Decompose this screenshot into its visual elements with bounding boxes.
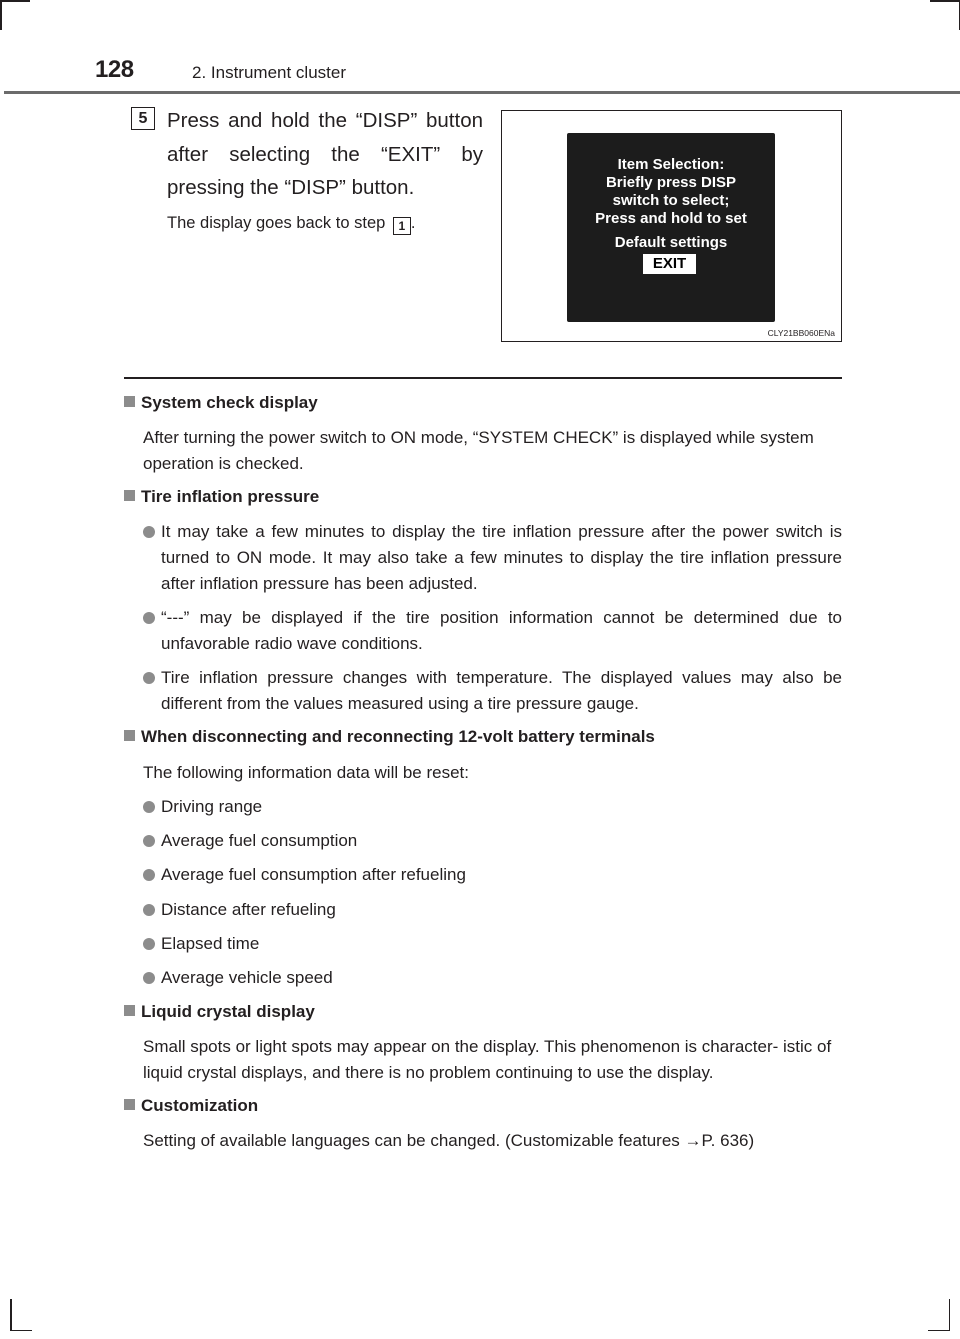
note-heading-text: When disconnecting and reconnecting 12-volt battery terminals xyxy=(141,727,655,746)
screen-line: Item Selection: xyxy=(617,156,725,173)
square-bullet-icon xyxy=(124,1005,135,1016)
list-item xyxy=(143,828,842,854)
round-bullet-icon xyxy=(143,835,155,847)
list-item-text: Average vehicle speed xyxy=(161,968,333,987)
note-heading-battery xyxy=(124,727,655,747)
step-note-text: The display goes back to step xyxy=(167,214,386,232)
note-heading-text: Customization xyxy=(141,1096,259,1115)
square-bullet-icon xyxy=(124,1099,135,1110)
note-heading-text: Liquid crystal display xyxy=(141,1002,315,1021)
list-item-text: Average fuel consumption xyxy=(161,831,358,850)
crop-mark xyxy=(928,1330,950,1332)
page-header xyxy=(0,0,960,96)
round-bullet-icon xyxy=(143,904,155,916)
round-bullet-icon xyxy=(143,972,155,984)
note-text-customization: Setting of available languages can be changed. (Customizable features →P. 636) xyxy=(143,1131,755,1150)
note-heading-text: System check display xyxy=(141,393,318,412)
header-divider xyxy=(4,91,960,94)
square-bullet-icon xyxy=(124,490,135,501)
round-bullet-icon xyxy=(143,672,155,684)
square-bullet-icon xyxy=(124,396,135,407)
square-bullet-icon xyxy=(124,730,135,741)
crop-mark xyxy=(949,1299,951,1331)
instrument-display-screen xyxy=(567,133,775,322)
list-item xyxy=(143,931,842,957)
screen-line: Briefly press DISP xyxy=(605,174,737,191)
list-item-text: Driving range xyxy=(161,797,263,816)
note-heading-text: Tire inflation pressure xyxy=(141,487,320,506)
note-text-lcd: Small spots or light spots may appear on the display. This phenomenon is character- istic of liquid crystal displays, and there is no problem continuing to use the display. xyxy=(143,1037,832,1082)
note-heading-system-check xyxy=(124,393,318,413)
list-item xyxy=(143,665,842,717)
list-item-text: It may take a few minutes to display the tire inflation pressure after the power switch is turned to ON mode. It may also take a few minutes to display the tire inflation pressure after inflation pressure has been adjusted. xyxy=(161,522,842,593)
list-item-text: Distance after refueling xyxy=(161,900,336,919)
round-bullet-icon xyxy=(143,612,155,624)
list-item xyxy=(143,862,842,888)
round-bullet-icon xyxy=(143,938,155,950)
note-heading-tire-inflation xyxy=(124,487,319,507)
step-instruction: Press and hold the “DISP” button after selecting the “EXIT” by pressing the “DISP” button. xyxy=(167,109,483,199)
page-number: 128 xyxy=(95,56,134,83)
screen-line: Default settings xyxy=(614,234,728,251)
list-item-text: Elapsed time xyxy=(161,934,260,953)
list-item xyxy=(143,897,842,923)
list-item xyxy=(143,519,842,597)
display-illustration xyxy=(501,110,842,342)
list-item xyxy=(143,605,842,657)
screen-line: Press and hold to set xyxy=(595,210,747,227)
step-reference-badge: 1 xyxy=(393,217,411,235)
round-bullet-icon xyxy=(143,869,155,881)
list-item xyxy=(143,965,842,991)
round-bullet-icon xyxy=(143,801,155,813)
list-item-text: “---” may be displayed if the tire position information cannot be determined due to unfavorable radio wave conditions. xyxy=(161,608,842,653)
note-text-system-check: After turning the power switch to ON mode, “SYSTEM CHECK” is displayed while system operation is checked. xyxy=(143,428,814,473)
note-heading-lcd xyxy=(124,1002,315,1022)
round-bullet-icon xyxy=(143,526,155,538)
exit-option-highlight: EXIT xyxy=(643,254,696,274)
note-heading-customization xyxy=(124,1096,258,1116)
step-number-badge: 5 xyxy=(131,107,155,130)
crop-mark xyxy=(10,1299,12,1331)
crop-mark xyxy=(10,1330,32,1332)
notes-divider xyxy=(124,377,842,379)
step-note-suffix: . xyxy=(410,214,416,232)
list-item xyxy=(143,794,842,820)
section-title: 2. Instrument cluster xyxy=(192,63,347,82)
list-item-text: Tire inflation pressure changes with temperature. The displayed values may also be different from the values measured using a tire pressure gauge. xyxy=(161,668,842,713)
screen-line: switch to select; xyxy=(612,192,730,209)
note-text-battery-intro: The following information data will be reset: xyxy=(143,763,469,782)
list-item-text: Average fuel consumption after refueling xyxy=(161,865,466,884)
figure-code: CLY21BB060ENa xyxy=(767,328,835,338)
step-note xyxy=(167,214,415,235)
